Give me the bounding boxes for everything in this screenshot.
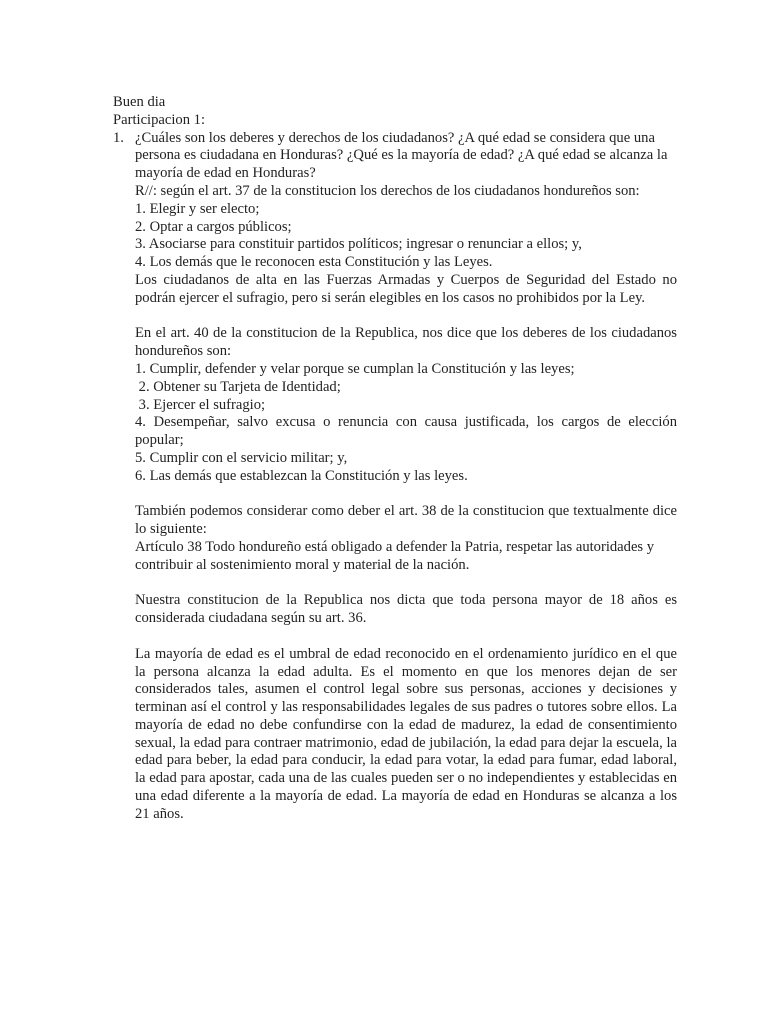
art38-intro: También podemos considerar como deber el art. 38 de la constitucion que textualmente dice lo siguiente: (135, 503, 677, 538)
participation-heading: Participacion 1: (113, 111, 205, 128)
question-text: ¿Cuáles son los deberes y derechos de los ciudadanos? ¿A qué edad se considera que una persona es ciudadana en Honduras? ¿Qué es la mayoría de edad? ¿A qué edad se alcanza la mayoría de edad en Honduras? (135, 129, 668, 182)
duties-intro: En el art. 40 de la constitucion de la Republica, nos dice que los deberes de los ciudadanos hondureños son: (135, 325, 677, 360)
spacer (135, 308, 677, 326)
rights-list (135, 201, 677, 272)
question-item (113, 130, 677, 183)
answer-block (135, 183, 677, 824)
rights-note: Los ciudadanos de alta en las Fuerzas Armadas y Cuerpos de Seguridad del Estado no podrán ejercer el sufragio, pero si serán elegibles en los casos no prohibidos por la Ley. (135, 271, 677, 306)
spacer (135, 628, 677, 646)
spacer (135, 486, 677, 504)
greeting: Buen dia (113, 94, 166, 110)
age-paragraph: Nuestra constitucion de la Republica nos dicta que toda persona mayor de 18 años es considerada ciudadana según su art. 36. (135, 592, 677, 627)
question-number: 1. (113, 129, 124, 146)
duties-item: 5. Cumplir con el servicio militar; y, (135, 449, 348, 466)
duties-item: 1. Cumplir, defender y velar porque se cumplan la Constitución y las leyes; (135, 360, 575, 377)
majority-paragraph: La mayoría de edad es el umbral de edad reconocido en el ordenamiento jurídico en el que la persona alcanza la edad adulta. Es el momento en que los menores dejan de ser considerados tales, asumen el control legal sobre sus personas, acciones y decisiones y terminan así el control y las responsabilidades legales de sus padres o tutores sobre ellos. La mayoría de edad no debe confundirse con la edad de madurez, la edad de consentimiento sexual, la edad para contraer matrimonio, edad de jubilación, la edad para dejar la escuela, la edad para beber, la edad para conducir, la edad para votar, la edad para fumar, edad laboral, la edad para apostar, cada una de las cuales pueden ser o no independientes y establecidas en una edad diferente a la mayoría de edad. La mayoría de edad en Honduras se alcanza a los 21 años. (135, 645, 677, 822)
duties-item: 4. Desempeñar, salvo excusa o renuncia con causa justificada, los cargos de elección popular; (135, 414, 677, 449)
rights-item: 4. Los demás que le reconocen esta Constitución y las Leyes. (135, 254, 493, 271)
answer-intro: R//: según el art. 37 de la constitucion los derechos de los ciudadanos hondureños son: (135, 182, 640, 199)
duties-item: 6. Las demás que establezcan la Constitución y las leyes. (135, 467, 468, 484)
duties-list (135, 361, 677, 486)
rights-item: 3. Asociarse para constituir partidos políticos; ingresar o renunciar a ellos; y, (135, 236, 582, 253)
spacer (135, 575, 677, 593)
duties-item: 3. Ejercer el sufragio; (135, 396, 266, 413)
art38-text: Artículo 38 Todo hondureño está obligado a defender la Patria, respetar las autoridades y contribuir al sostenimiento moral y material de la nación. (135, 538, 655, 573)
duties-item: 2. Obtener su Tarjeta de Identidad; (135, 378, 341, 395)
rights-item: 1. Elegir y ser electo; (135, 200, 260, 217)
document-body (113, 94, 677, 824)
rights-item: 2. Optar a cargos públicos; (135, 218, 292, 235)
